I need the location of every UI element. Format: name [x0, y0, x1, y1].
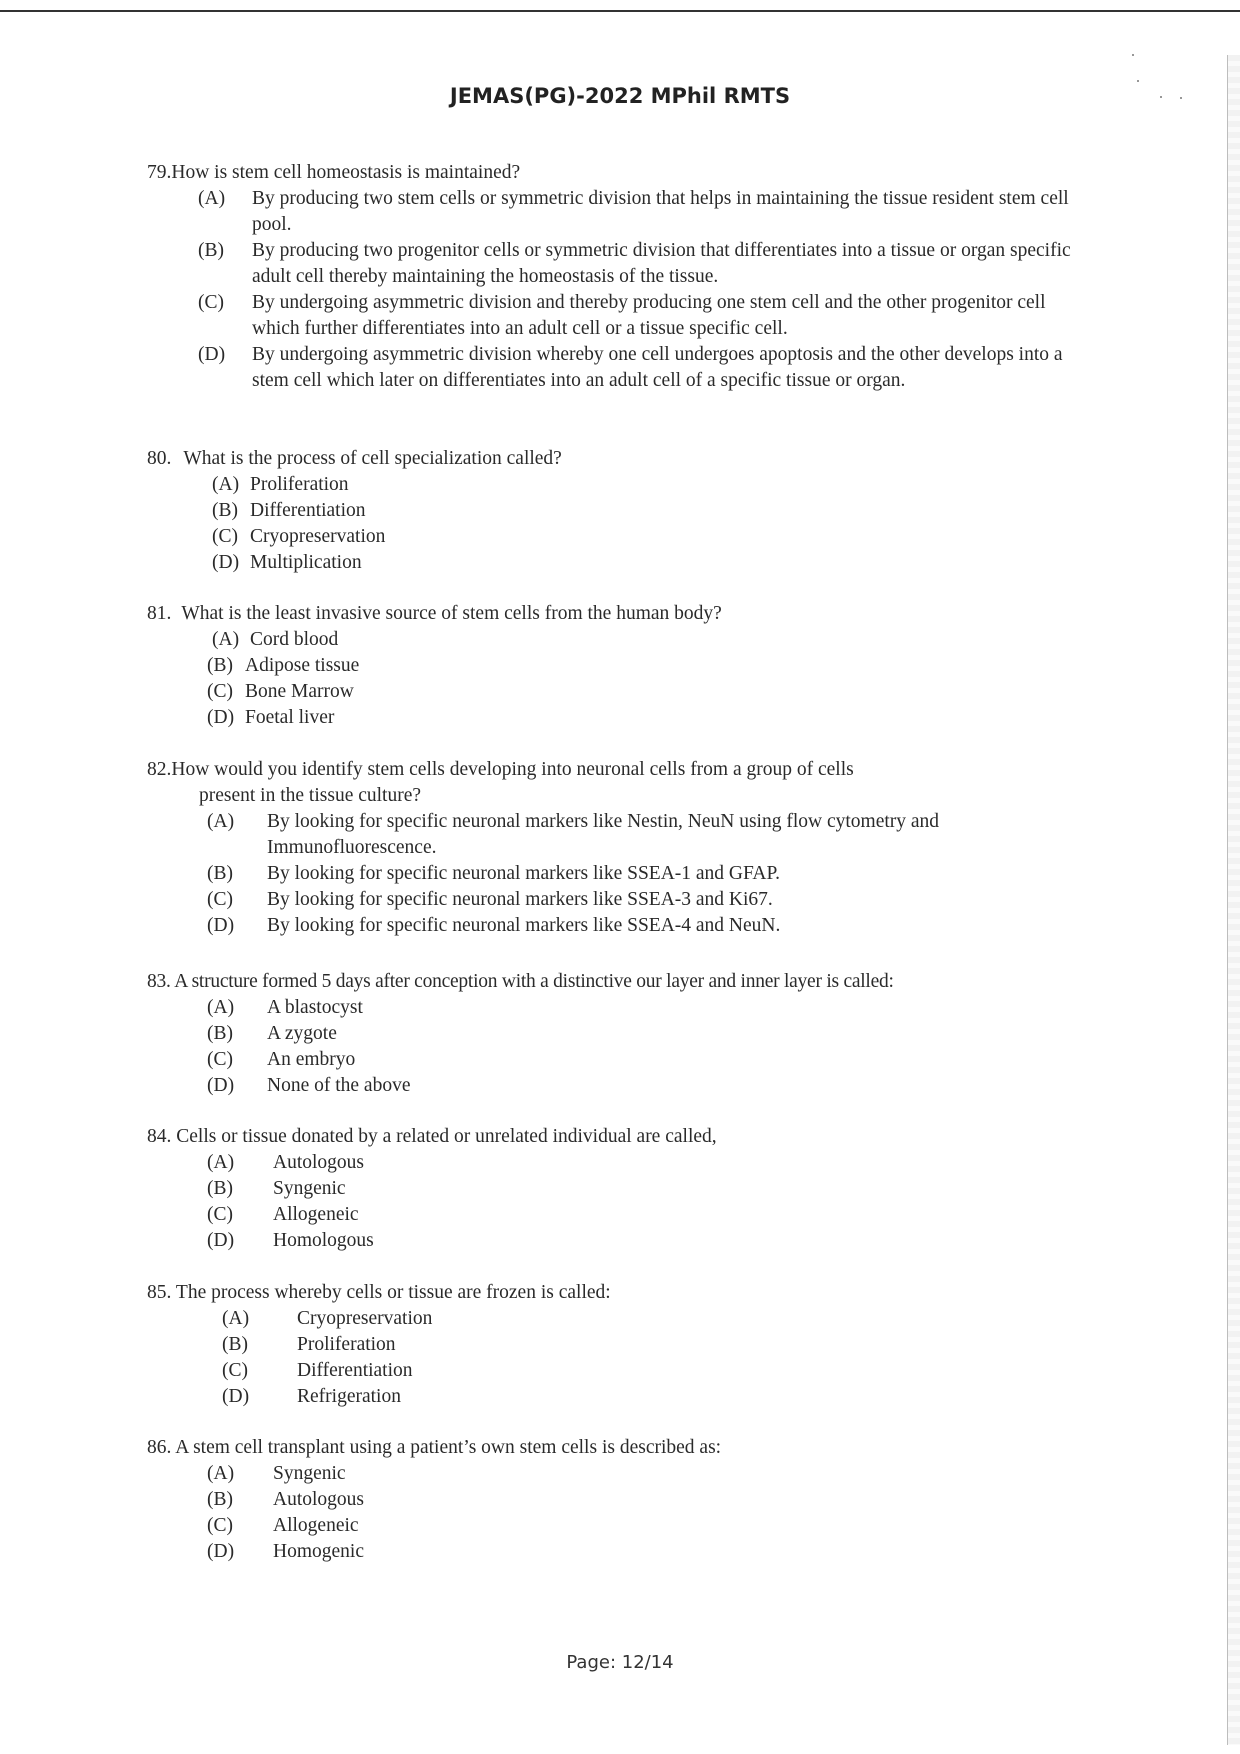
- top-border-line: [0, 10, 1240, 12]
- question-text: 83. A structure formed 5 days after conception with a distinctive our layer and inner layer is called:: [147, 971, 894, 992]
- question-text: 82.How would you identify stem cells developing into neuronal cells from a group of cells: [147, 759, 854, 780]
- question-text: 86. A stem cell transplant using a patient’s own stem cells is described as:: [147, 1437, 722, 1458]
- question-text-continued: present in the tissue culture?: [199, 785, 422, 806]
- scan-right-edge: [1227, 55, 1240, 1745]
- scan-speck: [1132, 54, 1134, 56]
- scan-speck: [1137, 80, 1139, 82]
- question-text: 79.How is stem cell homeostasis is maintained?: [147, 162, 521, 183]
- question-text: 80. What is the process of cell specialization called?: [147, 448, 562, 469]
- page-number: Page: 12/14: [566, 1652, 674, 1673]
- question-text: 85. The process whereby cells or tissue are frozen is called:: [147, 1282, 611, 1303]
- question-text: 84. Cells or tissue donated by a related or unrelated individual are called,: [147, 1126, 717, 1147]
- page-title: JEMAS(PG)-2022 MPhil RMTS: [449, 84, 791, 108]
- question-text: 81. What is the least invasive source of stem cells from the human body?: [147, 603, 722, 624]
